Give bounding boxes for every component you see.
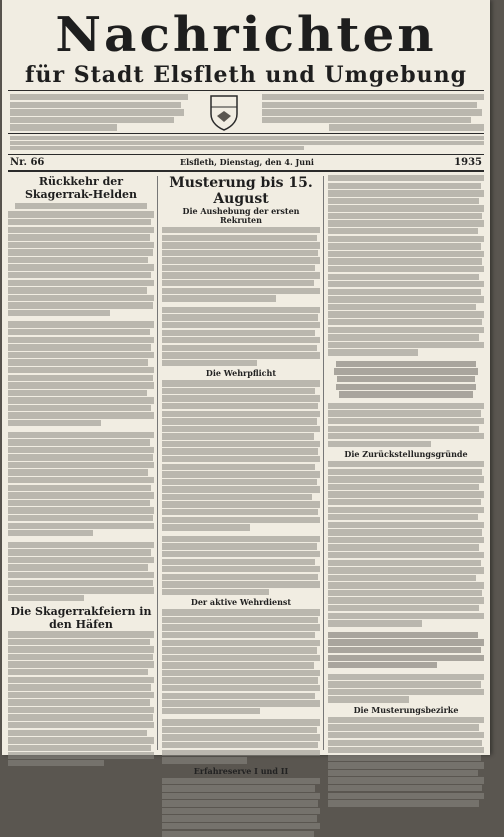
article-subhead [8,203,154,209]
section-heading: Der aktive Wehrdienst [190,597,292,608]
divider-rule [8,154,484,155]
masthead-title: Nachrichten [55,6,437,63]
advertising-info-block [262,94,484,130]
column-divider [157,176,158,750]
column-divider [323,176,324,750]
article-body [162,609,320,763]
town-crest-icon [207,92,241,132]
supplement-notice [10,136,484,152]
article-body [328,175,484,447]
subscription-info-block [10,94,188,130]
article-body [328,461,484,703]
section-heading: Die Musterungsbezirke [353,704,459,715]
article-headline: Musterung bis 15. August [169,175,313,207]
issue-dateline: Elsfleth, Dienstag, den 4. Juni [180,157,314,167]
column-left [8,175,154,751]
column-center [162,175,320,776]
article-body [162,778,320,837]
article-body [162,227,320,366]
article-headline: Die Skagerrakfeiern in den Häfen [10,605,152,632]
masthead-subtitle: für Stadt Elsfleth und Umgebung [25,62,467,88]
article-subhead: Die Aushebung der ersten Rekruten [182,206,300,225]
article-body [8,631,154,766]
section-heading: Die Wehrpflicht [205,368,277,379]
divider-rule [8,133,484,134]
issue-year: 1935 [454,157,482,168]
divider-rule [8,90,484,91]
article-body [8,211,154,601]
column-right [328,175,484,751]
article-body [328,717,484,807]
section-heading: Die Zurückstellungsgründe [344,449,468,460]
divider-rule [8,170,484,172]
issue-number: Nr. 66 [10,157,45,168]
article-body [162,380,320,595]
article-headline: Rückkehr der Skagerrak-Helden [24,175,138,201]
newspaper-page [2,0,490,776]
section-heading: Erfahreserve I und II [193,765,289,776]
